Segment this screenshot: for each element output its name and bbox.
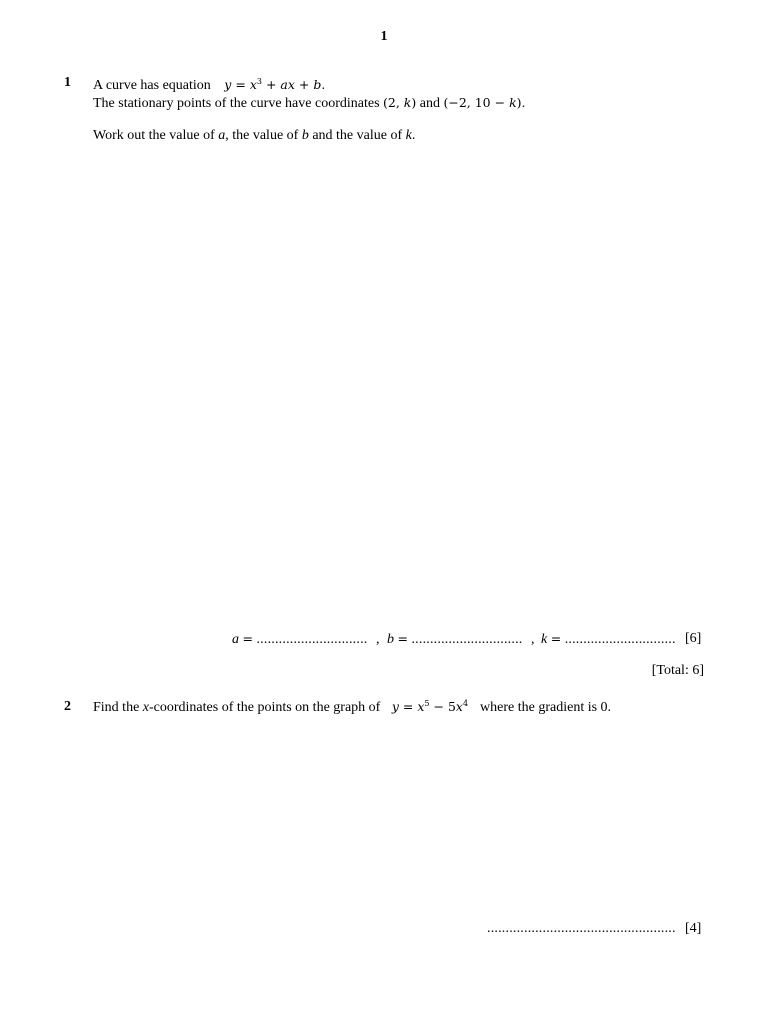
eq-plus-2: + [298, 77, 310, 92]
q1-point-1: (2, k) [383, 95, 417, 110]
q1-answer-b[interactable]: b = .............................. , [387, 631, 535, 647]
q1-point-2: (−2, 10 − k). [443, 95, 526, 110]
eq-end: . [321, 77, 326, 92]
q1-total: [Total: 6] [651, 663, 704, 678]
eq-y: y [224, 77, 232, 92]
q2-equation: $y = x^5 - 5x^4$ [391, 699, 469, 714]
q1-marks: [6] [685, 631, 702, 646]
eq-exp: 3 [256, 77, 262, 86]
question-1-number: 1 [64, 75, 71, 90]
q1-instruction: Work out the value of a, the value of b and the value of k. [93, 128, 416, 143]
eq-equals: = [235, 77, 246, 92]
eq-x: x [249, 77, 257, 92]
eq-plus-1: + [265, 77, 277, 92]
q1-line-2 [93, 95, 526, 112]
answer-k-label: k [541, 632, 548, 647]
q1-line-2-text: The stationary points of the curve have coordinates [93, 96, 380, 111]
q1-answer-k[interactable]: k = .............................. [541, 631, 676, 647]
eq-b: b [313, 77, 322, 92]
q1-line-1-text: A curve has equation [93, 78, 211, 93]
question-2-number: 2 [64, 699, 71, 714]
eq-ax: ax [280, 77, 295, 92]
q1-line-1 [93, 77, 325, 94]
q1-answer-a[interactable]: a = .............................. , [232, 631, 380, 647]
q2-answer-blank[interactable]: ................................................... [487, 921, 676, 936]
page-number: 1 [380, 29, 388, 44]
answer-a-label: a [232, 632, 239, 647]
answer-b-blank[interactable]: .............................. [411, 632, 523, 647]
answer-b-label: b [387, 632, 394, 647]
q1-curve-equation [224, 77, 325, 92]
q2-marks: [4] [685, 921, 702, 936]
answer-a-blank[interactable]: .............................. [256, 632, 368, 647]
q1-and: and [419, 96, 440, 111]
q2-question: Find the x-coordinates of the points on the graph of $y = x^5 - 5x^4$ where the gradient is 0. [93, 699, 612, 715]
answer-k-blank[interactable]: .............................. [564, 632, 676, 647]
